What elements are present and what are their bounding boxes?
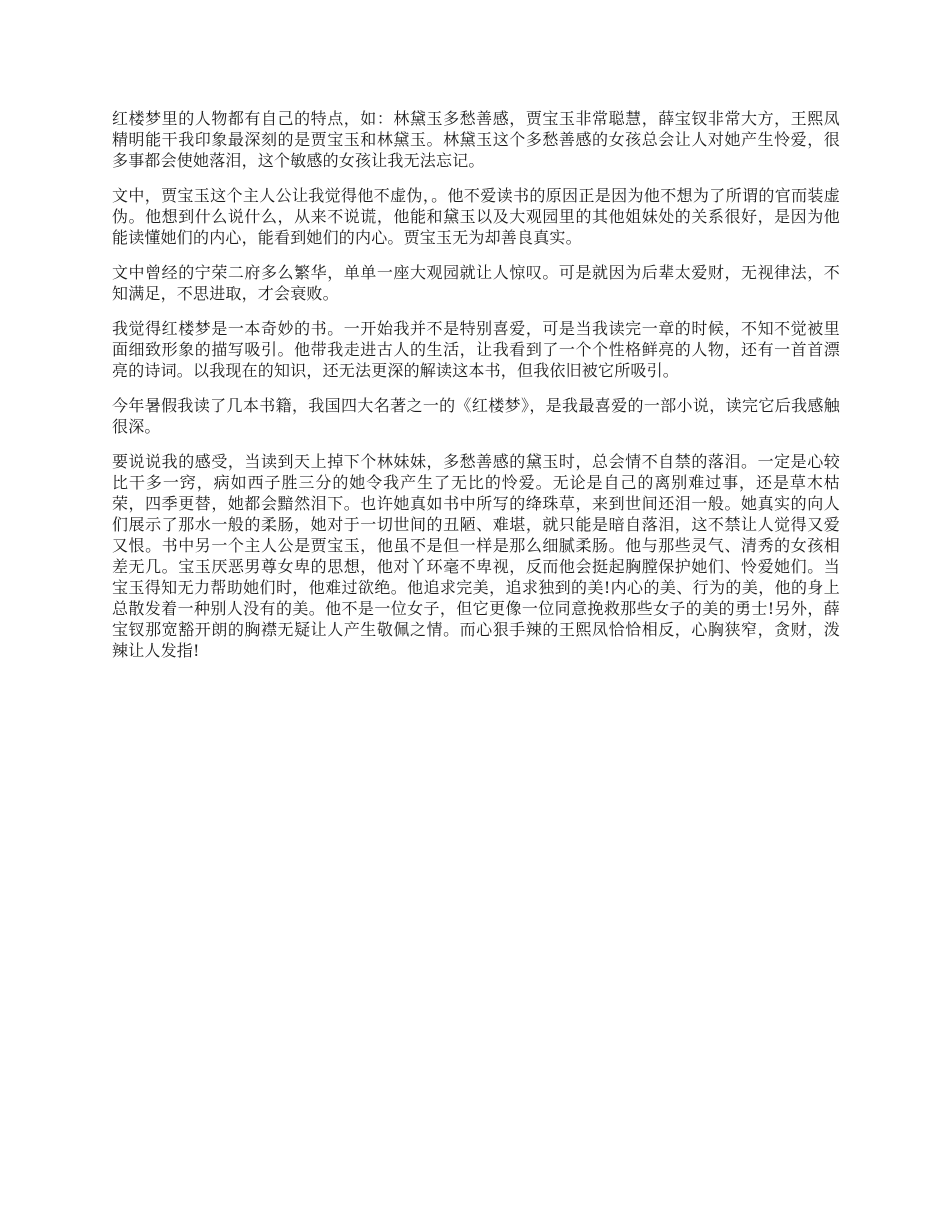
paragraph-3: 文中曾经的宁荣二府多么繁华，单单一座大观园就让人惊叹。可是就因为后辈太爱财，无视律法，不知满足，不思进取，才会衰败。: [112, 263, 840, 303]
paragraph-4: 我觉得红楼梦是一本奇妙的书。一开始我并不是特别喜爱，可是当我读完一章的时候，不知不觉被里面细致形象的描写吸引。他带我走进古人的生活，让我看到了一个个性格鲜亮的人物，还有一首首漂亮的诗词。以我现在的知识，还无法更深的解读这本书，但我依旧被它所吸引。: [112, 319, 840, 380]
paragraph-2: 文中，贾宝玉这个主人公让我觉得他不虚伪，。他不爱读书的原因正是因为他不想为了所谓的官而装虚伪。他想到什么说什么，从来不说谎，他能和黛玉以及大观园里的其他姐妹处的关系很好，是因为他能读懂她们的内心，能看到她们的内心。贾宝玉无为却善良真实。: [112, 186, 840, 247]
paragraph-5: 今年暑假我读了几本书籍，我国四大名著之一的《红楼梦》，是我最喜爱的一部小说，读完它后我感触很深。: [112, 396, 840, 436]
paragraph-6: 要说说我的感受，当读到天上掉下个林妹妹，多愁善感的黛玉时，总会情不自禁的落泪。一定是心较比干多一窍，病如西子胜三分的她令我产生了无比的怜爱。无论是自己的离别难过事，还是草木枯荣，四季更替，她都会黯然泪下。也许她真如书中所写的绛珠草，来到世间还泪一般。她真实的向人们展示了那水一般的柔肠，她对于一切世间的丑陋、难堪，就只能是暗自落泪，这不禁让人觉得又爱又恨。书中另一个主人公是贾宝玉，他虽不是但一样是那么细腻柔肠。他与那些灵气、清秀的女孩相差无几。宝玉厌恶男尊女卑的思想，他对丫环毫不卑视，反而他会挺起胸膛保护她们、怜爱她们。当宝玉得知无力帮助她们时，他难过欲绝。他追求完美，追求独到的美!内心的美、行为的美，他的身上总散发着一种别人没有的美。他不是一位女子，但它更像一位同意挽救那些女子的美的勇士!另外，薛宝钗那宽豁开朗的胸襟无疑让人产生敬佩之情。而心狠手辣的王熙凤恰恰相反，心胸狭窄，贪财，泼辣让人发指!: [112, 452, 840, 660]
paragraph-1: 红楼梦里的人物都有自己的特点，如：林黛玉多愁善感，贾宝玉非常聪慧，薛宝钗非常大方，王熙凤精明能干我印象最深刻的是贾宝玉和林黛玉。林黛玉这个多愁善感的女孩总会让人对她产生怜爱，很多事都会使她落泪，这个敏感的女孩让我无法忘记。: [112, 109, 840, 170]
document-body: [112, 108, 840, 675]
